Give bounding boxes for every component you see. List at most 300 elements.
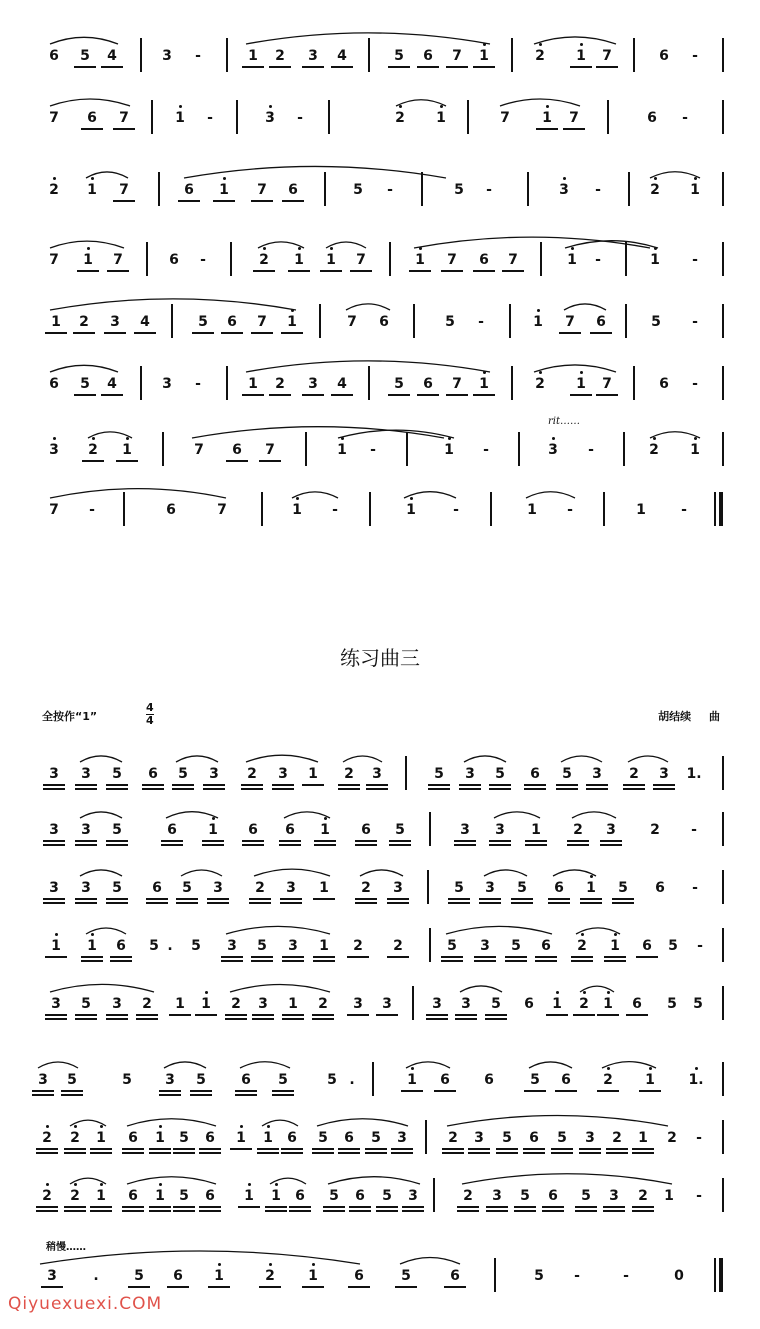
note: 5 [581, 1188, 591, 1204]
slur [343, 756, 382, 762]
dash-extension: - [588, 442, 594, 458]
barline [511, 38, 513, 72]
slur [650, 432, 700, 438]
note: 6 [205, 1188, 215, 1204]
octave-high-dot [91, 177, 94, 180]
underline-beam [355, 840, 377, 842]
note: 6 [642, 938, 652, 954]
slur [494, 812, 540, 818]
underline-beam [486, 1206, 508, 1208]
dash-extension: - [567, 502, 573, 518]
note: 3 [592, 766, 602, 782]
underline-beam [136, 1018, 158, 1020]
barline [368, 38, 370, 72]
meter-numerator: 4 [146, 701, 154, 714]
note: 3 [49, 442, 59, 458]
score-line-4 [0, 226, 760, 296]
underline-beam [417, 66, 439, 68]
note: 6 [530, 766, 540, 782]
note: 6 [248, 822, 258, 838]
underline-beam [146, 898, 168, 900]
slur [460, 986, 502, 992]
underline-beam [505, 960, 527, 962]
note: 5 [534, 1268, 544, 1284]
note: 6 [659, 48, 669, 64]
underline-beam [417, 394, 439, 396]
score-line-5 [0, 288, 760, 358]
slur [50, 37, 118, 44]
underline-beam [496, 1152, 518, 1154]
barline [427, 870, 429, 904]
barline [722, 928, 724, 962]
note: 5 [371, 1130, 381, 1146]
note: 3 [227, 938, 237, 954]
barline [722, 38, 724, 72]
underline-beam [107, 270, 129, 272]
slur [602, 1062, 656, 1068]
barline [413, 304, 415, 338]
underline-beam [600, 844, 622, 846]
underline-beam [265, 1210, 287, 1212]
octave-high-dot [248, 1183, 251, 1186]
barline [623, 432, 625, 466]
note: 2 [579, 996, 589, 1012]
underline-beam [251, 332, 273, 334]
note: 3 [49, 822, 59, 838]
octave-high-dot [53, 177, 56, 180]
underline-beam [387, 956, 409, 958]
underline-beam [173, 1152, 195, 1154]
dash-extension: - [696, 1188, 702, 1204]
octave-high-dot [590, 875, 593, 878]
underline-beam [575, 1210, 597, 1212]
octave-high-dot [654, 177, 657, 180]
note: 6 [173, 1268, 183, 1284]
note: 1 [586, 880, 596, 896]
underline-beam [61, 1094, 83, 1096]
underline-beam [434, 1090, 456, 1092]
underline-beam [579, 1152, 601, 1154]
note: 1 [636, 502, 646, 518]
underline-beam [61, 1090, 83, 1092]
note: 1 [248, 48, 258, 64]
octave-high-dot [552, 437, 555, 440]
barline [511, 366, 513, 400]
octave-high-dot [539, 43, 542, 46]
note: 3 [461, 996, 471, 1012]
dash-extension: - [692, 252, 698, 268]
note: 5 [196, 1072, 206, 1088]
underline-beam [75, 1018, 97, 1020]
note: 5 [179, 1130, 189, 1146]
slur [80, 756, 122, 762]
note: 5 [179, 1188, 189, 1204]
note: 3 [288, 938, 298, 954]
underline-beam [199, 1152, 221, 1154]
octave-high-dot [223, 177, 226, 180]
note: 1 [96, 1188, 106, 1204]
underline-beam [149, 1148, 171, 1150]
underline-beam [514, 1210, 536, 1212]
underline-beam [253, 270, 275, 272]
note: 6 [49, 376, 59, 392]
underline-beam [524, 1090, 546, 1092]
note: 6 [524, 996, 534, 1012]
slur [534, 365, 616, 372]
note: 1 [319, 880, 329, 896]
barline [722, 366, 724, 400]
underline-beam [81, 960, 103, 962]
underline-beam [282, 960, 304, 962]
underline-beam [489, 788, 511, 790]
barline [625, 304, 627, 338]
dash-extension: - [681, 502, 687, 518]
slur [164, 1062, 206, 1068]
note: 5 [445, 314, 455, 330]
underline-beam [230, 1148, 252, 1150]
note: 5 [81, 996, 91, 1012]
dash-extension: - [692, 48, 698, 64]
octave-high-dot [212, 817, 215, 820]
underline-beam [600, 840, 622, 842]
octave-high-dot [607, 1067, 610, 1070]
note: 7 [447, 252, 457, 268]
note: 1 [407, 1072, 417, 1088]
octave-high-dot [74, 1183, 77, 1186]
note: 2 [463, 1188, 473, 1204]
underline-beam [75, 784, 97, 786]
note: 5 [394, 376, 404, 392]
underline-beam [349, 1206, 371, 1208]
underline-beam [556, 788, 578, 790]
note: 2 [577, 938, 587, 954]
underline-beam [454, 844, 476, 846]
note: 2 [612, 1130, 622, 1146]
underline-beam [338, 1152, 360, 1154]
dash-extension: - [595, 182, 601, 198]
note: 5 [112, 822, 122, 838]
note: 2 [247, 766, 257, 782]
barline [540, 242, 542, 276]
slur [526, 492, 575, 498]
octave-high-dot [74, 1125, 77, 1128]
underline-beam [313, 956, 335, 958]
note: 6 [344, 1130, 354, 1146]
score-line-1 [0, 22, 760, 92]
underline-beam [312, 1014, 334, 1016]
underline-beam [257, 1152, 279, 1154]
underline-beam [523, 1148, 545, 1150]
note: 6 [152, 880, 162, 896]
note: 3 [353, 996, 363, 1012]
note: 5 [495, 766, 505, 782]
dash-extension: - [691, 822, 697, 838]
barline [607, 100, 609, 134]
underline-beam [536, 128, 558, 130]
underline-beam [546, 1014, 568, 1016]
octave-high-dot [399, 105, 402, 108]
underline-beam [535, 960, 557, 962]
note: 5 [278, 1072, 288, 1088]
underline-beam [75, 788, 97, 790]
underline-beam [161, 840, 183, 842]
barline [722, 1178, 724, 1212]
note: 3 [585, 1130, 595, 1146]
underline-beam [199, 1148, 221, 1150]
note: 6 [128, 1130, 138, 1146]
octave-high-dot [694, 177, 697, 180]
underline-beam [259, 1286, 281, 1288]
underline-beam [207, 902, 229, 904]
barline [722, 1062, 724, 1096]
underline-beam [455, 1018, 477, 1020]
octave-high-dot [556, 991, 559, 994]
note: 5 [149, 938, 159, 954]
underline-beam [36, 1148, 58, 1150]
underline-beam [586, 788, 608, 790]
barline [722, 1120, 724, 1154]
watermark: Qiyuexuexi.COM [8, 1294, 163, 1314]
octave-high-dot [649, 1067, 652, 1070]
underline-beam [338, 784, 360, 786]
note: 2 [49, 182, 59, 198]
note: 2 [353, 938, 363, 954]
underline-beam [448, 902, 470, 904]
note: 6 [423, 376, 433, 392]
underline-beam [457, 1206, 479, 1208]
underline-beam [195, 1014, 217, 1016]
underline-beam [314, 844, 336, 846]
note: 1 [175, 110, 185, 126]
note: 1 [610, 938, 620, 954]
note: 1 [436, 110, 446, 126]
underline-beam [161, 844, 183, 846]
underline-beam [571, 956, 593, 958]
underline-beam [172, 788, 194, 790]
underline-beam [242, 840, 264, 842]
barline [140, 366, 142, 400]
underline-beam [106, 844, 128, 846]
barline [722, 756, 724, 790]
note: 5 [382, 1188, 392, 1204]
barline [722, 242, 724, 276]
underline-beam [579, 1148, 601, 1150]
underline-beam [159, 1094, 181, 1096]
note: 6 [116, 938, 126, 954]
slur [254, 869, 330, 876]
octave-high-dot [291, 309, 294, 312]
slur [396, 100, 446, 106]
underline-beam [64, 1206, 86, 1208]
score-line-8 [0, 476, 760, 546]
dash-extension: - [89, 502, 95, 518]
note: 0 [674, 1268, 684, 1284]
underline-beam [636, 956, 658, 958]
underline-beam [122, 1206, 144, 1208]
slur [561, 756, 602, 762]
underline-beam [110, 960, 132, 962]
underline-beam [249, 898, 271, 900]
underline-beam [134, 332, 156, 334]
underline-beam [486, 1210, 508, 1212]
underline-beam [74, 394, 96, 396]
slur [50, 99, 130, 106]
underline-beam [235, 1090, 257, 1092]
note: 5 [257, 938, 267, 954]
underline-beam [176, 898, 198, 900]
barline [509, 304, 511, 338]
underline-beam [551, 1148, 573, 1150]
underline-beam [523, 1152, 545, 1154]
slur [650, 172, 700, 178]
slur [346, 304, 390, 310]
underline-beam [653, 784, 675, 786]
octave-high-dot [298, 247, 301, 250]
note: 1 [122, 442, 132, 458]
octave-high-dot [269, 1263, 272, 1266]
slur [127, 1177, 216, 1184]
underline-beam [265, 1206, 287, 1208]
note: 2 [649, 442, 659, 458]
underline-beam [169, 1014, 191, 1016]
barline [722, 870, 724, 904]
note: 5 [511, 938, 521, 954]
underline-beam [502, 270, 524, 272]
note: 6 [169, 252, 179, 268]
underline-beam [442, 1148, 464, 1150]
underline-beam [586, 784, 608, 786]
note: 3 [162, 376, 172, 392]
note: 2 [275, 376, 285, 392]
note: 5 [667, 996, 677, 1012]
underline-beam [474, 960, 496, 962]
octave-high-dot [179, 105, 182, 108]
dash-extension: - [195, 48, 201, 64]
slur [360, 870, 403, 876]
note: 1 [263, 1130, 273, 1146]
underline-beam [173, 1206, 195, 1208]
note: 1 [567, 252, 577, 268]
note: 7 [49, 502, 59, 518]
slur [50, 984, 154, 992]
final-barline [719, 492, 723, 526]
octave-high-dot [483, 43, 486, 46]
underline-beam [75, 1014, 97, 1016]
underline-beam [45, 956, 67, 958]
note: 7 [265, 442, 275, 458]
barline [628, 172, 630, 206]
note: 3 [265, 110, 275, 126]
note: 1 [83, 252, 93, 268]
underline-beam [401, 1090, 423, 1092]
note: 1 [406, 502, 416, 518]
score-line-2 [0, 84, 760, 154]
underline-beam [446, 394, 468, 396]
underline-beam [441, 960, 463, 962]
barline [633, 38, 635, 72]
underline-beam [176, 902, 198, 904]
underline-beam [178, 200, 200, 202]
note: 3 [258, 996, 268, 1012]
underline-beam [43, 784, 65, 786]
barline [603, 492, 605, 526]
underline-beam [203, 784, 225, 786]
barline [421, 172, 423, 206]
underline-beam [75, 902, 97, 904]
octave-high-dot [411, 1067, 414, 1070]
underline-beam [203, 788, 225, 790]
barline [433, 1178, 435, 1212]
underline-beam [242, 66, 264, 68]
barline [494, 1258, 496, 1292]
octave-high-dot [312, 1263, 315, 1266]
note: 2 [70, 1130, 80, 1146]
underline-beam [207, 898, 229, 900]
note: 4 [107, 376, 117, 392]
barline [158, 172, 160, 206]
dash-extension: - [696, 1130, 702, 1146]
underline-beam [43, 840, 65, 842]
underline-beam [282, 200, 304, 202]
slur [240, 1062, 290, 1068]
underline-beam [302, 784, 324, 786]
slur [127, 1119, 216, 1126]
octave-high-dot [614, 933, 617, 936]
barline [389, 242, 391, 276]
note: 3 [559, 182, 569, 198]
barline [467, 100, 469, 134]
note: 7 [569, 110, 579, 126]
key-signature: 全按作“1” [42, 710, 98, 723]
note: . [167, 938, 173, 954]
underline-beam [489, 844, 511, 846]
note: 6 [361, 822, 371, 838]
slur [226, 926, 330, 934]
underline-beam [623, 788, 645, 790]
barline [328, 100, 330, 134]
note: 1 [87, 182, 97, 198]
note: 6 [632, 996, 642, 1012]
octave-high-dot [410, 497, 413, 500]
underline-beam [376, 1210, 398, 1212]
underline-beam [597, 1090, 619, 1092]
underline-beam [241, 788, 263, 790]
underline-beam [146, 902, 168, 904]
slur [176, 756, 218, 762]
note: 5 [520, 1188, 530, 1204]
note: 1 [319, 938, 329, 954]
underline-beam [43, 898, 65, 900]
slur [446, 926, 552, 934]
note: 1 [479, 376, 489, 392]
underline-beam [575, 1206, 597, 1208]
underline-beam [559, 332, 581, 334]
underline-beam [225, 1014, 247, 1016]
underline-beam [289, 1210, 311, 1212]
note: 3 [213, 880, 223, 896]
note: 7 [49, 110, 59, 126]
note: 1 [415, 252, 425, 268]
underline-beam [149, 1152, 171, 1154]
note: 1. [686, 766, 702, 782]
underline-beam [64, 1210, 86, 1212]
note: 2 [318, 996, 328, 1012]
note: 1 [308, 1268, 318, 1284]
note: 3 [460, 822, 470, 838]
note: 6 [554, 880, 564, 896]
underline-beam [387, 902, 409, 904]
underline-beam [269, 66, 291, 68]
